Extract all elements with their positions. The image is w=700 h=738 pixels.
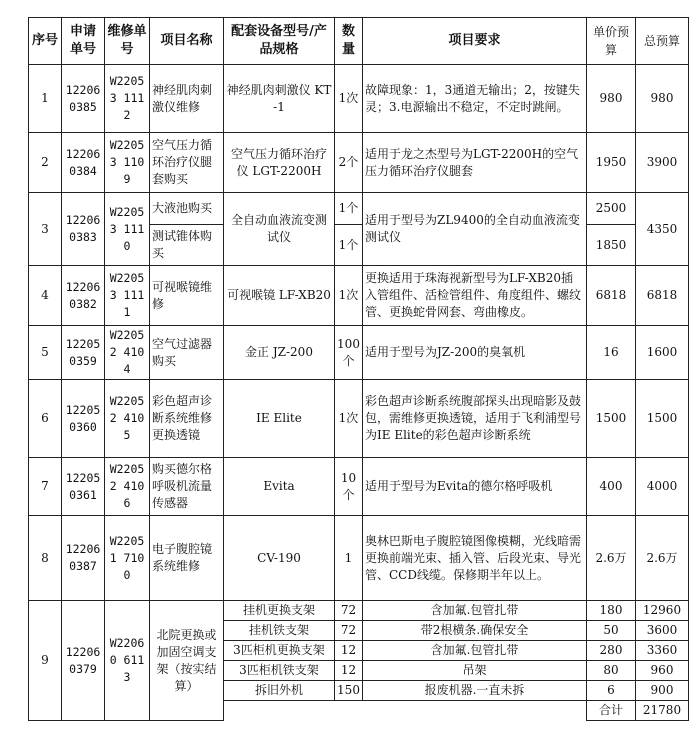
cell-repair-no: W22052 4105 — [105, 380, 150, 458]
cell-total-budget: 1600 — [636, 326, 689, 380]
cell-requirement: 吊架 — [363, 661, 587, 681]
cell-requirement: 报废机器.一直未拆 — [363, 681, 587, 701]
cell-qty: 10个 — [335, 458, 363, 516]
cell-total-budget: 12960 — [636, 601, 689, 621]
cell-qty: 12 — [335, 661, 363, 681]
cell-qty: 1次 — [335, 380, 363, 458]
cell-seq: 2 — [29, 133, 62, 193]
cell-requirement: 适用于型号为Evita的德尔格呼吸机 — [363, 458, 587, 516]
cell-unit-budget: 1500 — [587, 380, 636, 458]
cell-requirement: 带2根横条.确保安全 — [363, 621, 587, 641]
table-row — [29, 266, 689, 326]
table-row — [29, 193, 689, 225]
cell-repair-no: W22053 1109 — [105, 133, 150, 193]
empty-cell — [363, 701, 587, 721]
cell-model: 挂机更换支架 — [224, 601, 335, 621]
cell-repair-no: W22052 4106 — [105, 458, 150, 516]
cell-model: 神经肌肉刺激仪 KT-1 — [224, 65, 335, 133]
table-row — [29, 65, 689, 133]
cell-unit-budget: 2.6万 — [587, 516, 636, 601]
cell-requirement: 彩色超声诊断系统腹部探头出现暗影及鼓包，需维修更换透镜，适用于飞利浦型号为IE Elite的彩色超声诊断系统 — [363, 380, 587, 458]
cell-qty: 2个 — [335, 133, 363, 193]
cell-item-name: 购买德尔格呼吸机流量传感器 — [150, 458, 224, 516]
cell-unit-budget: 50 — [587, 621, 636, 641]
header-qty: 数量 — [335, 18, 363, 65]
cell-model: 可视喉镜 LF-XB20 — [224, 266, 335, 326]
cell-qty: 72 — [335, 601, 363, 621]
cell-item-name: 电子腹腔镜系统维修 — [150, 516, 224, 601]
cell-seq: 1 — [29, 65, 62, 133]
cell-total-budget: 900 — [636, 681, 689, 701]
cell-model: 3匹柜机更换支架 — [224, 641, 335, 661]
cell-apply-no: 12205 0359 — [62, 326, 105, 380]
cell-qty: 1次 — [335, 65, 363, 133]
cell-model: 空气压力循环治疗仪 LGT-2200H — [224, 133, 335, 193]
cell-total-budget: 2.6万 — [636, 516, 689, 601]
cell-model: IE Elite — [224, 380, 335, 458]
cell-requirement: 奥林巴斯电子腹腔镜图像模糊，光线暗需更换前端光束、插入管、后段光束、导光管、CCD线缆。保修期半年以上。 — [363, 516, 587, 601]
cell-qty: 150 — [335, 681, 363, 701]
cell-unit-budget: 2500 — [587, 193, 636, 225]
cell-qty: 100个 — [335, 326, 363, 380]
cell-total-budget: 3900 — [636, 133, 689, 193]
empty-cell — [224, 701, 335, 721]
cell-apply-no: 12206 0385 — [62, 65, 105, 133]
cell-unit-budget: 1950 — [587, 133, 636, 193]
cell-requirement: 适用于型号为JZ-200的臭氧机 — [363, 326, 587, 380]
cell-apply-no: 12205 0360 — [62, 380, 105, 458]
cell-seq: 6 — [29, 380, 62, 458]
table-row — [29, 326, 689, 380]
budget-table — [28, 17, 689, 721]
cell-requirement: 适用于龙之杰型号为LGT-2200H的空气压力循环治疗仪腿套 — [363, 133, 587, 193]
cell-item-name: 北院更换或加固空调支架（按实结算） — [150, 601, 224, 721]
header-repair-no: 维修单号 — [105, 18, 150, 65]
cell-requirement: 含加氟.包管扎带 — [363, 641, 587, 661]
cell-model: 3匹柜机铁支架 — [224, 661, 335, 681]
cell-seq: 3 — [29, 193, 62, 266]
cell-total-budget: 960 — [636, 661, 689, 681]
cell-unit-budget: 980 — [587, 65, 636, 133]
cell-model: 拆旧外机 — [224, 681, 335, 701]
sum-label: 合计 — [587, 701, 636, 721]
cell-unit-budget: 280 — [587, 641, 636, 661]
cell-item-name: 彩色超声诊断系统维修更换透镜 — [150, 380, 224, 458]
table-row — [29, 458, 689, 516]
table-row — [29, 133, 689, 193]
cell-repair-no: W22052 4104 — [105, 326, 150, 380]
table-row — [29, 601, 689, 621]
header-item-name: 项目名称 — [150, 18, 224, 65]
cell-model: Evita — [224, 458, 335, 516]
cell-unit-budget: 400 — [587, 458, 636, 516]
cell-total-budget: 4000 — [636, 458, 689, 516]
empty-cell — [335, 701, 363, 721]
cell-item-name: 空气过滤器购买 — [150, 326, 224, 380]
cell-unit-budget: 6 — [587, 681, 636, 701]
cell-model: 全自动血液流变测试仪 — [224, 193, 335, 266]
cell-model: CV-190 — [224, 516, 335, 601]
cell-seq: 4 — [29, 266, 62, 326]
cell-requirement: 故障现象：1，3通道无输出；2，按键失灵；3.电源输出不稳定，不定时跳闸。 — [363, 65, 587, 133]
header-total-budget: 总预算 — [636, 18, 689, 65]
cell-repair-no: W22053 1112 — [105, 65, 150, 133]
cell-requirement: 更换适用于珠海视新型号为LF-XB20插入管组件、活检管组件、角度组件、螺纹管、更换蛇骨网套、弯曲橡皮。 — [363, 266, 587, 326]
cell-item-name: 空气压力循环治疗仪腿套购买 — [150, 133, 224, 193]
cell-total-budget: 1500 — [636, 380, 689, 458]
table-row — [29, 516, 689, 601]
cell-unit-budget: 80 — [587, 661, 636, 681]
cell-seq: 5 — [29, 326, 62, 380]
cell-unit-budget: 1850 — [587, 225, 636, 266]
cell-qty: 72 — [335, 621, 363, 641]
cell-unit-budget: 16 — [587, 326, 636, 380]
cell-qty: 1 — [335, 516, 363, 601]
header-seq: 序号 — [29, 18, 62, 65]
cell-repair-no: W22051 7100 — [105, 516, 150, 601]
cell-qty: 1个 — [335, 193, 363, 225]
cell-item-name: 测试锥体购买 — [150, 225, 224, 266]
cell-qty: 1次 — [335, 266, 363, 326]
cell-seq: 7 — [29, 458, 62, 516]
cell-total-budget: 6818 — [636, 266, 689, 326]
cell-requirement: 含加氟.包管扎带 — [363, 601, 587, 621]
header-requirement: 项目要求 — [363, 18, 587, 65]
table-row — [29, 380, 689, 458]
cell-total-budget: 3600 — [636, 621, 689, 641]
cell-qty: 1个 — [335, 225, 363, 266]
cell-repair-no: W22060 6113 — [105, 601, 150, 721]
cell-repair-no: W22053 1111 — [105, 266, 150, 326]
cell-total-budget: 3360 — [636, 641, 689, 661]
cell-apply-no: 12206 0382 — [62, 266, 105, 326]
cell-apply-no: 12206 0383 — [62, 193, 105, 266]
header-model: 配套设备型号/产品规格 — [224, 18, 335, 65]
cell-apply-no: 12206 0387 — [62, 516, 105, 601]
header-apply-no: 申请单号 — [62, 18, 105, 65]
header-unit-budget: 单价预算 — [587, 18, 636, 65]
cell-repair-no: W22053 1110 — [105, 193, 150, 266]
cell-model: 挂机铁支架 — [224, 621, 335, 641]
cell-total-budget: 4350 — [636, 193, 689, 266]
cell-apply-no: 12206 0379 — [62, 601, 105, 721]
cell-item-name: 神经肌肉刺激仪维修 — [150, 65, 224, 133]
cell-apply-no: 12206 0384 — [62, 133, 105, 193]
cell-apply-no: 12205 0361 — [62, 458, 105, 516]
cell-model: 金正 JZ-200 — [224, 326, 335, 380]
cell-item-name: 可视喉镜维修 — [150, 266, 224, 326]
cell-seq: 8 — [29, 516, 62, 601]
cell-requirement: 适用于型号为ZL9400的全自动血液流变测试仪 — [363, 193, 587, 266]
header-row — [29, 18, 689, 65]
cell-qty: 12 — [335, 641, 363, 661]
cell-seq: 9 — [29, 601, 62, 721]
sum-value: 21780 — [636, 701, 689, 721]
cell-total-budget: 980 — [636, 65, 689, 133]
cell-item-name: 大液池购买 — [150, 193, 224, 225]
cell-unit-budget: 6818 — [587, 266, 636, 326]
cell-unit-budget: 180 — [587, 601, 636, 621]
